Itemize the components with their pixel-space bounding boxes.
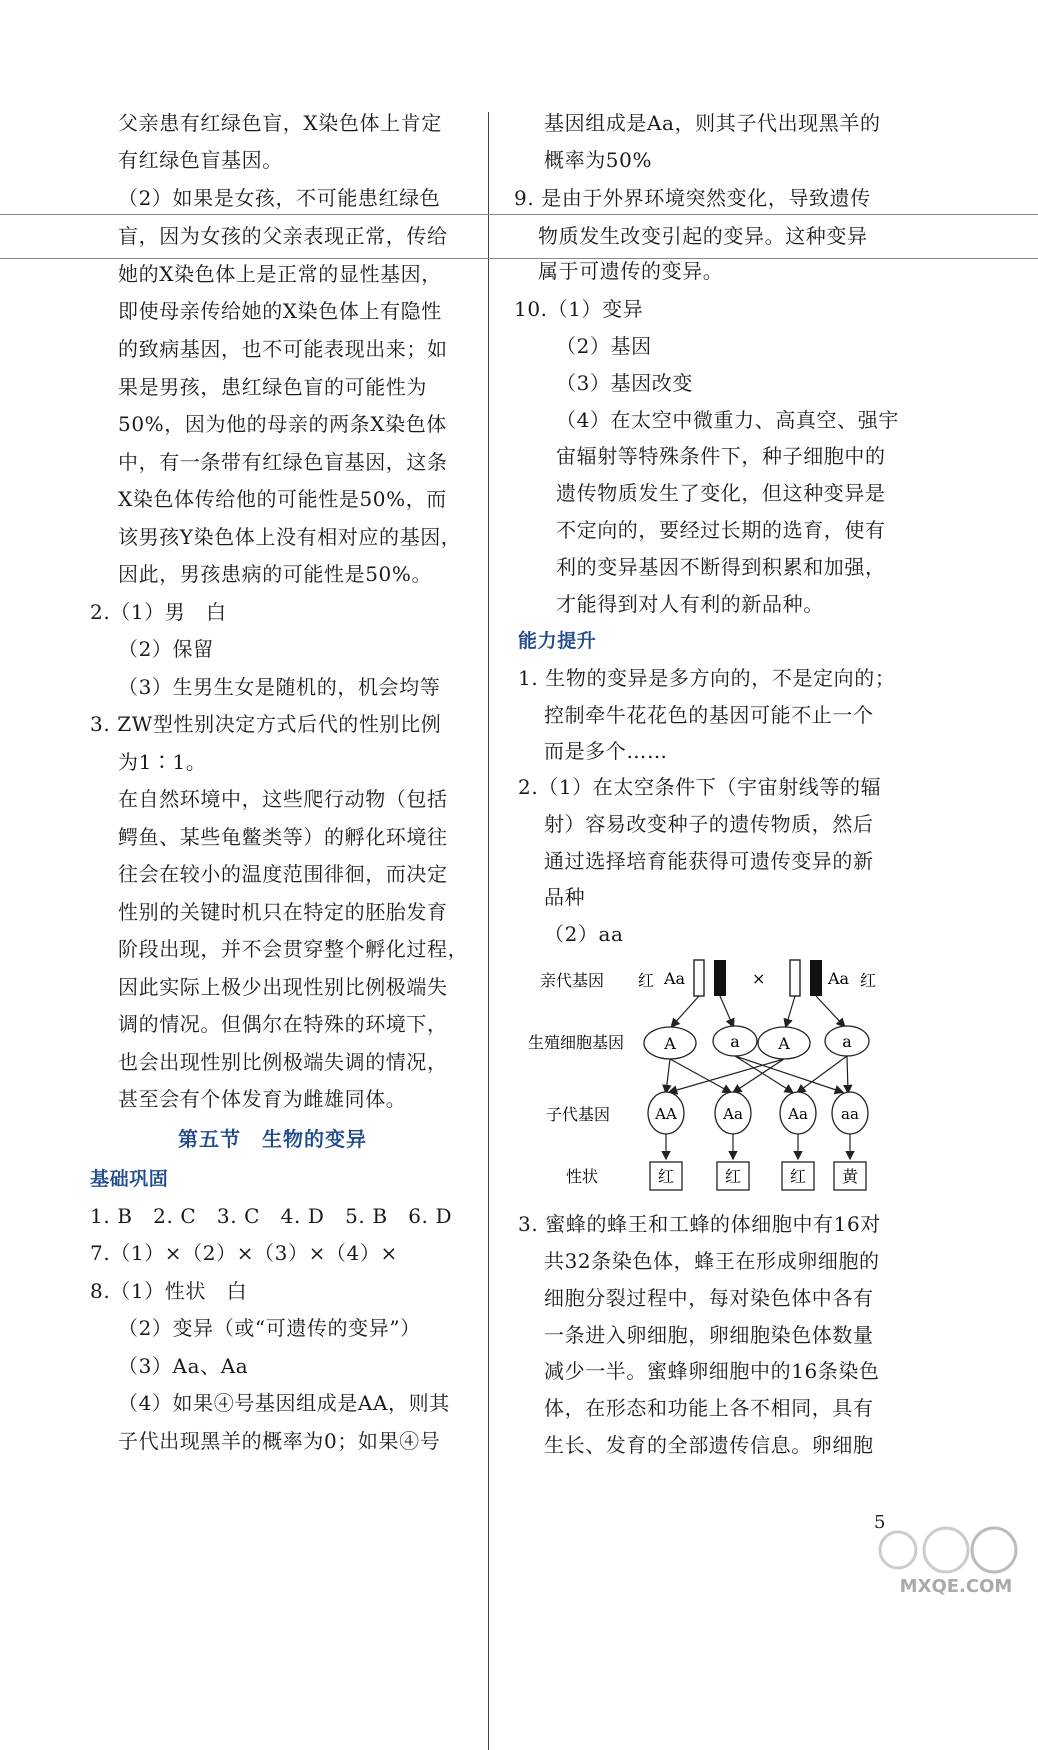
text-line: 概率为50%: [544, 148, 653, 172]
row-label-offspring: 子代基因: [546, 1105, 611, 1124]
question-8: 8.（1）性状 白: [90, 1279, 248, 1303]
trait-label: 红: [724, 1167, 742, 1186]
text-line: 盲，因为女孩的父亲表现正常，传给: [118, 224, 448, 248]
text-line: 物质发生改变引起的变异。这种变异: [538, 224, 868, 248]
text-line: （3）生男生女是随机的，机会均等: [118, 675, 441, 699]
text-line: 她的X染色体上是正常的显性基因，: [118, 262, 442, 286]
parent-left-genotype: Aa: [664, 969, 686, 988]
column-divider: [488, 112, 489, 1750]
text-line: 不定向的，要经过长期的选育，使有: [556, 518, 886, 542]
text-line: 细胞分裂过程中，每对染色体中各有: [544, 1286, 874, 1310]
text-line: （2）基因: [556, 334, 652, 358]
gamete-label: a: [730, 1032, 740, 1051]
watermark-text: MXQE.COM: [899, 1576, 1013, 1597]
text-line: （3）Aa、Aa: [118, 1354, 249, 1378]
text-line: 品种: [544, 885, 586, 909]
text-line: （2）aa: [544, 922, 624, 946]
basic-heading: 基础巩固: [90, 1168, 169, 1190]
text-line: 通过选择培育能获得可遗传变异的新: [544, 849, 874, 873]
chromosome-black: [810, 960, 822, 996]
parent-right-trait: 红: [860, 971, 877, 990]
answers-1-6: 1. B 2. C 3. C 4. D 5. B 6. D: [90, 1204, 453, 1228]
text-line: 为1∶1。: [118, 750, 207, 774]
text-line: 生长、发育的全部遗传信息。卵细胞: [544, 1433, 874, 1457]
text-line: 遗传物质发生了变化，但这种变异是: [556, 481, 886, 505]
ability-question-1: 1. 生物的变异是多方向的，不是定向的；: [518, 666, 896, 690]
ability-question-3: 3. 蜜蜂的蜂王和工蜂的体细胞中有16对: [518, 1212, 881, 1236]
gamete-label: a: [842, 1032, 852, 1051]
text-line: 因此，男孩患病的可能性是50%。: [118, 562, 433, 586]
ability-question-2: 2.（1）在太空条件下（宇宙射线等的辐: [518, 775, 882, 799]
text-line: 减少一半。蜜蜂卵细胞中的16条染色: [544, 1359, 880, 1383]
text-line: 属于可遗传的变异。: [538, 259, 724, 283]
chromosome-white: [694, 960, 704, 996]
gamete-label: A: [778, 1034, 790, 1053]
text-line: 子代出现黑羊的概率为0；如果④号: [118, 1429, 441, 1453]
cross-symbol: ×: [752, 969, 766, 988]
row-label-gamete: 生殖细胞基因: [528, 1033, 625, 1052]
text-line: 调的情况。但偶尔在特殊的环境下，: [118, 1012, 448, 1036]
text-line: 共32条染色体，蜂王在形成卵细胞的: [544, 1249, 880, 1273]
offspring-label: Aa: [788, 1105, 808, 1123]
text-line: 即使母亲传给她的X染色体上有隐性: [118, 299, 442, 323]
text-line: 该男孩Y染色体上没有相对应的基因，: [118, 525, 462, 549]
text-line: 一条进入卵细胞，卵细胞染色体数量: [544, 1323, 874, 1347]
answers-7: 7.（1）×（2）×（3）×（4）×: [90, 1241, 398, 1265]
page-number: 5: [874, 1512, 886, 1533]
text-line: （2）变异（或“可遗传的变异”）: [118, 1316, 421, 1340]
row-label-trait: 性状: [566, 1167, 599, 1186]
text-line: （4）在太空中微重力、高真空、强宇: [556, 408, 899, 432]
parent-right-genotype: Aa: [828, 969, 850, 988]
question-9: 9. 是由于外界环境突然变化，导致遗传: [514, 186, 871, 210]
ability-heading: 能力提升: [518, 630, 597, 652]
question-3: 3. ZW型性别决定方式后代的性别比例: [90, 712, 442, 736]
section-title: 第五节 生物的变异: [178, 1127, 367, 1151]
text-line: 因此实际上极少出现性别比例极端失: [118, 975, 448, 999]
text-line: 甚至会有个体发育为雌雄同体。: [118, 1087, 407, 1111]
horizontal-rule-top: [0, 214, 1038, 215]
text-line: 控制牵牛花花色的基因可能不止一个: [544, 703, 874, 727]
text-line: 利的变异基因不断得到积累和加强，: [556, 555, 886, 579]
trait-label: 红: [657, 1167, 675, 1186]
text-line: 父亲患有红绿色盲，X染色体上肯定: [118, 111, 442, 135]
text-line: 宙辐射等特殊条件下，种子细胞中的: [556, 444, 886, 468]
text-line: 的致病基因，也不可能表现出来；如: [118, 337, 448, 361]
offspring-label: aa: [841, 1105, 859, 1123]
offspring-label: AA: [655, 1105, 677, 1123]
text-line: 往会在较小的温度范围徘徊，而决定: [118, 862, 448, 886]
text-line: 50%，因为他的母亲的两条X染色体: [118, 412, 447, 436]
text-line: 而是多个……: [544, 739, 668, 763]
text-line: 有红绿色盲基因。: [118, 148, 283, 172]
text-line: （2）如果是女孩，不可能患红绿色: [118, 186, 441, 210]
text-line: 性别的关键时机只在特定的胚胎发育: [118, 900, 448, 924]
text-line: 射）容易改变种子的遗传物质，然后: [544, 812, 874, 836]
row-label-parent: 亲代基因: [540, 971, 605, 990]
text-line: （2）保留: [118, 637, 214, 661]
genetics-cross-diagram: [520, 950, 920, 1210]
question-10: 10.（1）变异: [514, 297, 644, 321]
chromosome-black: [714, 960, 726, 996]
text-line: 才能得到对人有利的新品种。: [556, 592, 824, 616]
offspring-label: Aa: [723, 1105, 743, 1123]
text-line: 果是男孩，患红绿色盲的可能性为: [118, 375, 427, 399]
parent-left-trait: 红: [638, 971, 655, 990]
text-line: 阶段出现，并不会贯穿整个孵化过程，: [118, 937, 469, 961]
text-line: 基因组成是Aa，则其子代出现黑羊的: [544, 111, 881, 135]
text-line: （3）基因改变: [556, 371, 693, 395]
text-line: （4）如果④号基因组成是AA，则其: [118, 1391, 450, 1415]
trait-label: 红: [789, 1167, 807, 1186]
text-line: 在自然环境中，这些爬行动物（包括: [118, 787, 448, 811]
text-line: 也会出现性别比例极端失调的情况，: [118, 1050, 448, 1074]
text-line: 鳄鱼、某些龟鳖类等）的孵化环境往: [118, 825, 448, 849]
chromosome-white: [790, 960, 800, 996]
text-line: X染色体传给他的可能性是50%，而: [118, 487, 447, 511]
question-2: 2.（1）男 白: [90, 600, 227, 624]
gamete-label: A: [664, 1034, 676, 1053]
watermark-logo: [876, 1520, 1036, 1600]
trait-label: 黄: [841, 1167, 859, 1186]
text-line: 体，在形态和功能上各不相同，具有: [544, 1396, 874, 1420]
text-line: 中，有一条带有红绿色盲基因，这条: [118, 450, 448, 474]
